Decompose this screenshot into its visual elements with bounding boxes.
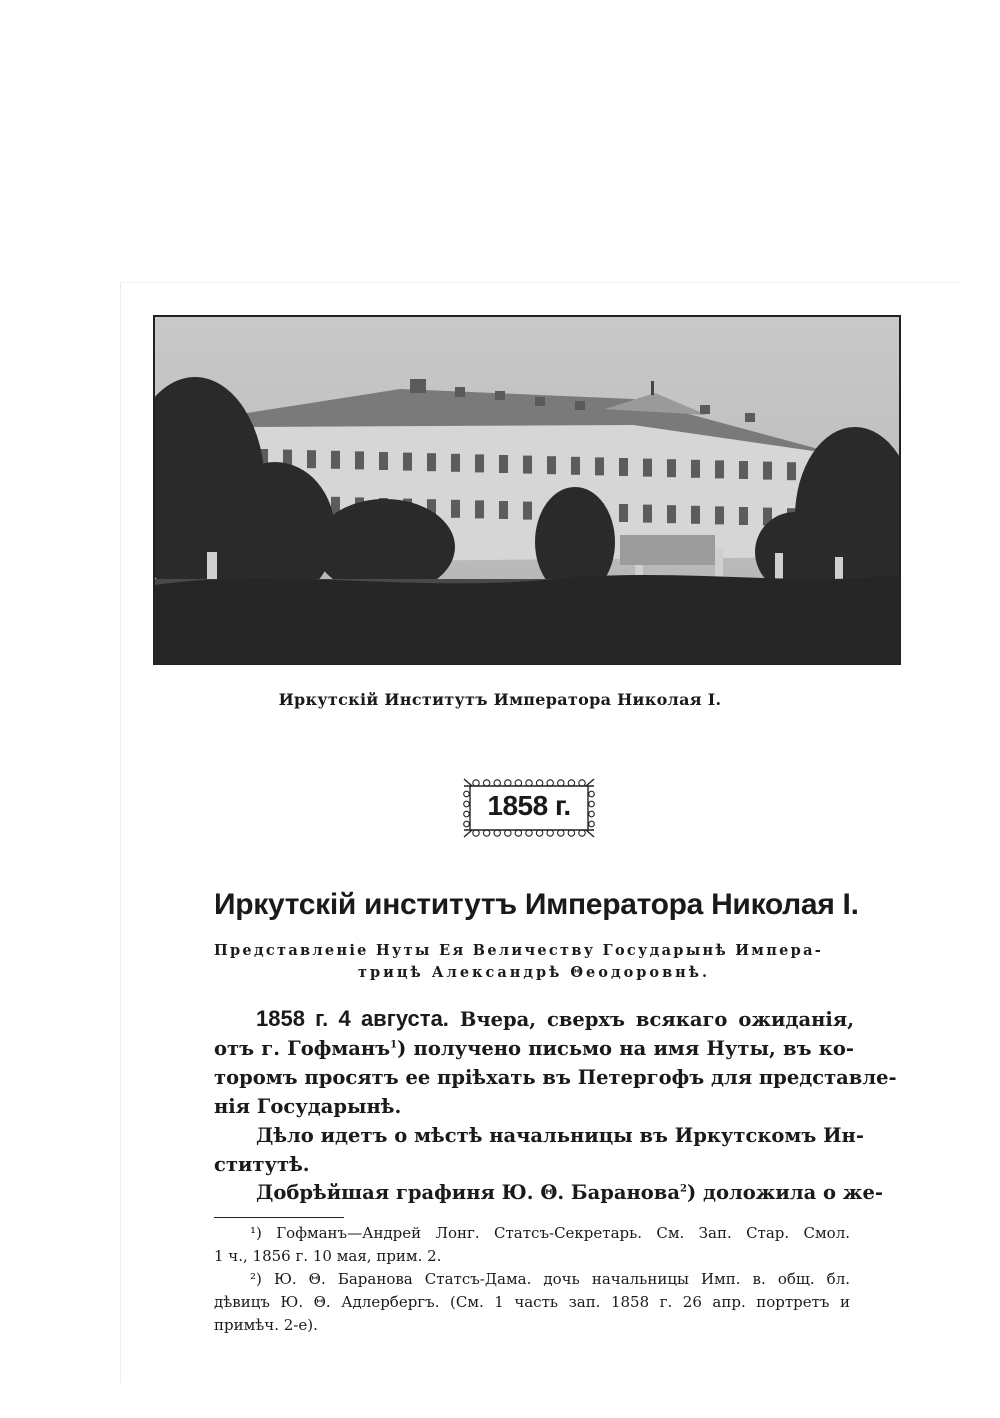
building-window [499, 501, 508, 519]
footnote-ref-2: 2 [679, 1183, 687, 1195]
building-window [595, 457, 604, 475]
ornament-scallop [547, 780, 553, 786]
p2-line-1-text: Дѣло идетъ о мѣстѣ начальницы въ Иркутскомъ Ин- [256, 1124, 864, 1147]
ornament-scallop [558, 780, 564, 786]
p2-line-2: ститутѣ. [214, 1153, 310, 1176]
ornament-scallop [505, 830, 511, 836]
footnote-1-text: Гофманъ—Андрей Лонг. Статсъ-Секретарь. См. Зап. Стар. Смол. [276, 1224, 850, 1242]
ornament-scallop [536, 830, 542, 836]
footnote-1-line-1 [214, 1222, 850, 1245]
p1-line-1 [214, 1004, 854, 1034]
ornament-scallop [568, 780, 574, 786]
building-window [547, 456, 556, 474]
ornament-scallop [494, 780, 500, 786]
year-ornament [460, 776, 598, 840]
subtitle-line-2: трицѣ Александрѣ Θеодоровнѣ. [357, 964, 711, 981]
ornament-scallop [494, 830, 500, 836]
p1-line-3: торомъ просятъ ее пріѣхать въ Петергофъ для представле- [214, 1066, 897, 1089]
building-window [331, 451, 340, 469]
building-window [643, 505, 652, 523]
article-title: Иркутскій институтъ Императора Николая I. [214, 888, 859, 921]
ornament-scallop [473, 780, 479, 786]
p2-line-1 [214, 1121, 864, 1150]
building-window [739, 461, 748, 479]
ornament-scallop [579, 830, 585, 836]
ornament-scallop [568, 830, 574, 836]
p3-line-1-text-a: Добрѣйшая графиня Ю. Θ. Баранова [256, 1181, 680, 1204]
p3-line-1 [214, 1178, 884, 1207]
footnote-2-line-3: примѣч. 2-е). [214, 1316, 318, 1334]
photo-caption: Иркутскій Институтъ Императора Николая I. [278, 690, 722, 709]
ornament-scallop [515, 780, 521, 786]
footnote-2-line-2: дѣвицъ Ю. Θ. Адлербергъ. (См. 1 часть зап. 1858 г. 26 апр. портретъ и [214, 1293, 850, 1311]
footnote-2-line-1 [214, 1268, 850, 1291]
building-window [571, 457, 580, 475]
building-window [691, 506, 700, 524]
building-window [427, 453, 436, 471]
ornament-scallop [464, 821, 470, 827]
p1-line-4: нія Государынѣ. [214, 1095, 402, 1118]
subtitle-line-1: Представленіе Нуты Ея Величеству Государынѣ Импера- [214, 942, 824, 959]
building-photo-drawing [155, 317, 899, 663]
building-window [643, 459, 652, 477]
building-photo [153, 315, 901, 665]
building-window [307, 450, 316, 468]
ornament-scallop [505, 780, 511, 786]
p1-line-2 [214, 1034, 854, 1063]
entry-date: 1858 г. 4 августа. [256, 1006, 449, 1031]
ornament-scallop [515, 830, 521, 836]
ornament-scallop [589, 821, 595, 827]
building-window [667, 505, 676, 523]
building-window [667, 459, 676, 477]
building-window [523, 502, 532, 520]
building-window [451, 454, 460, 472]
ornament-scallop [483, 830, 489, 836]
p1-line-2-text-b: ) получено письмо на имя Нуты, въ ко- [397, 1037, 854, 1060]
article-subtitle [214, 940, 854, 984]
building-window [619, 458, 628, 476]
ornament-scallop [483, 780, 489, 786]
building-window [619, 504, 628, 522]
footnote-1-line-2: 1 ч., 1856 г. 10 мая, прим. 2. [214, 1247, 442, 1265]
p3-line-1-text-b: ) доложила о же- [686, 1181, 884, 1204]
ornament-scallop [526, 780, 532, 786]
ornament-scallop [547, 830, 553, 836]
paragraph-1 [214, 1004, 897, 1121]
footnote-2-text: Ю. Θ. Баранова Статсъ-Дама. дочь начальницы Имп. в. общ. бл. [273, 1270, 850, 1288]
ornament-scallop [536, 780, 542, 786]
building-window [739, 507, 748, 525]
footnotes [214, 1222, 850, 1337]
building-window [691, 460, 700, 478]
building-window [379, 452, 388, 470]
building-window [475, 454, 484, 472]
ornament-scallop [558, 830, 564, 836]
ornament-scallop [579, 780, 585, 786]
ornament-scallop [473, 830, 479, 836]
footnote-ref-1: 1 [390, 1039, 398, 1051]
building-window [715, 460, 724, 478]
building-window [787, 462, 796, 480]
building-window [523, 456, 532, 474]
ornament-scallop [526, 830, 532, 836]
building-window [403, 453, 412, 471]
building-window [715, 506, 724, 524]
building-window [451, 500, 460, 518]
paragraph-3 [214, 1178, 884, 1207]
building-window [763, 462, 772, 480]
p1-line-2-text-a: отъ г. Гофманъ [214, 1037, 391, 1060]
building-window [499, 455, 508, 473]
building-window [475, 500, 484, 518]
footnote-1-mark: ¹) [250, 1224, 262, 1242]
footnote-2-mark: ²) [250, 1270, 262, 1288]
footnote-divider [214, 1217, 344, 1218]
year-heading: 1858 г. [487, 790, 571, 821]
p1-line-1-text: Вчера, сверхъ всякаго ожиданія, [448, 1008, 854, 1031]
paragraph-2 [214, 1121, 864, 1179]
building-window [355, 451, 364, 469]
